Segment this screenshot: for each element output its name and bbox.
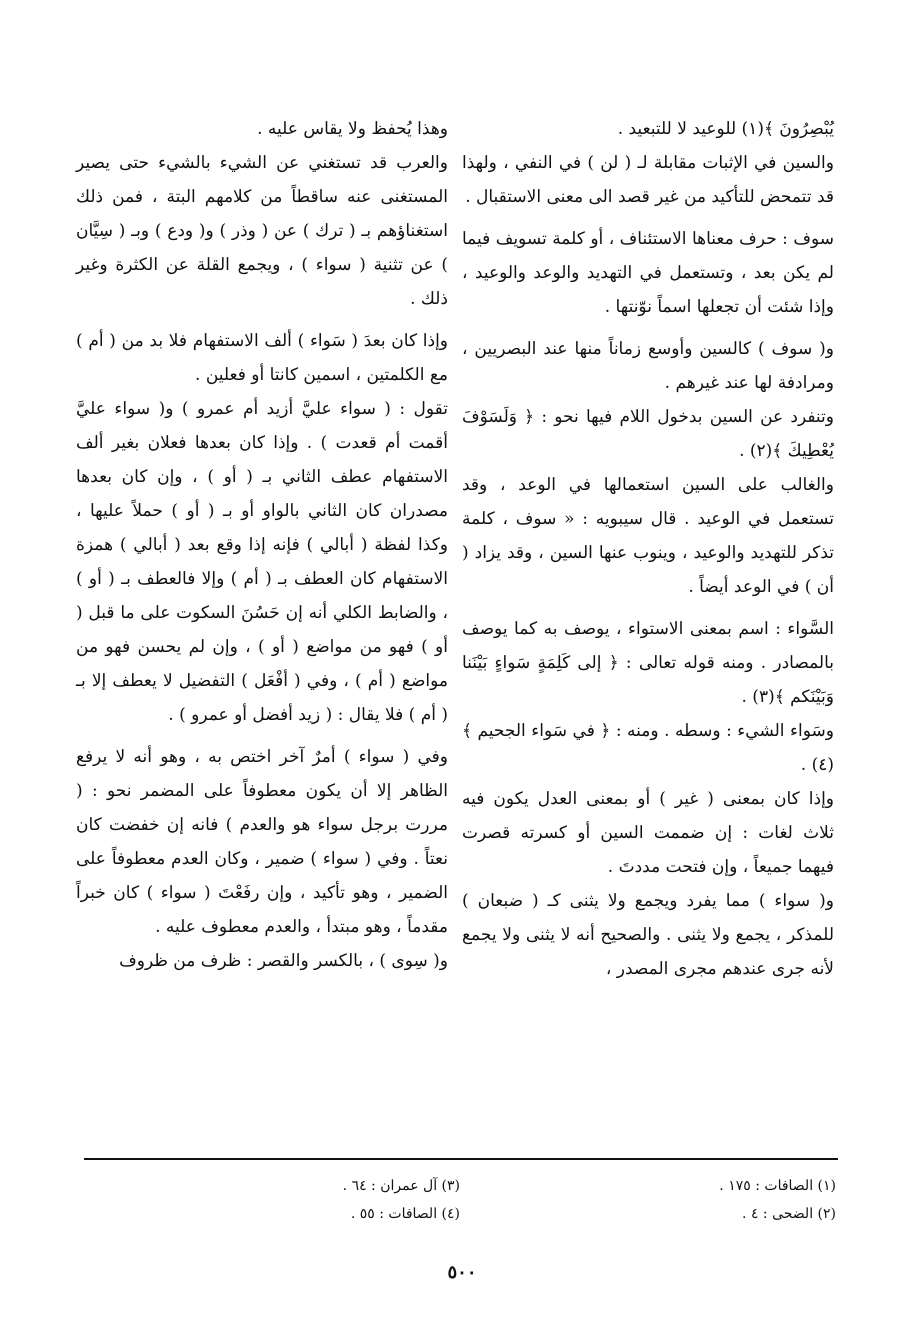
paragraph: تقول : ( سواء عليَّ أزيد أم عمرو ) و( سواء عليَّ أقمت أم قعدت ) . وإذا كان بعدها فعلان بغير ألف الاستفهام عطف الثاني بـ ( أو ) ، وإن كان بعدها مصدران كان الثاني بالواو أو بـ ( أو ) حملاً عليها ، وكذا لفظة ( أبالي ) فإنه إذا وقع بعد ( أبالي ) همزة الاستفهام كان العطف بـ ( أم ) وإلا فالعطف بـ ( أو ) ، والضابط الكلي أنه إن حَسُنَ السكوت على ما قبل ( أو ) فهو من مواضع ( أو ) ، وإن لم يحسن فهو من مواضع ( أم ) ، وفي ( أفْعَل ) التفضيل لا يعطف إلا بـ ( أم ) فلا يقال : ( زيد أفضل أو عمرو ) . [76,399,448,725]
paragraph: وإذا كان بمعنى ( غير ) أو بمعنى العدل يكون فيه ثلاث لغات : إن ضممت السين أو كسرته قصرت فيهما جميعاً ، وإن فتحت مددتَ . [462,789,834,877]
right-column [462,112,834,986]
footnote: (٣) آل عمران : ٦٤ . [342,1178,460,1194]
footnote: (٢) الضحى : ٤ . [742,1206,836,1222]
paragraph: سوف : حرف معناها الاستئناف ، أو كلمة تسويف فيما لم يكن بعد ، وتستعمل في التهديد والوعد والوعيد ، وإذا شئت أن تجعلها اسماً نوّنتها . [462,229,834,317]
footnote-separator [84,1158,838,1160]
paragraph: السَّواء : اسم بمعنى الاستواء ، يوصف به كما يوصف بالمصادر . ومنه قوله تعالى : ﴿ إلى كَلِمَةٍ سَواءٍ بَيْنَنا وَبَيْنَكم ﴾(٣) . [462,619,834,707]
paragraph: والغالب على السين استعمالها في الوعد ، وقد تستعمل في الوعيد . قال سيبويه : « سوف ، كلمة تذكر للتهديد والوعيد ، وينوب عنها السين ، وقد يزاد ( أن ) في الوعد أيضاً . [462,475,834,597]
page-number: ٥٠٠ [447,1262,477,1283]
paragraph: وهذا يُحفظ ولا يقاس عليه . [257,119,448,139]
footnote: (١) الصافات : ١٧٥ . [719,1178,836,1194]
paragraph: و( سِوى ) ، بالكسر والقصر : ظرف من ظروف [119,951,448,971]
footnotes-left [100,1172,460,1228]
paragraph: والعرب قد تستغني عن الشيء بالشيء حتى يصير المستغنى عنه ساقطاً من كلامهم البتة ، فمن ذلك استغناؤهم بـ ( ترك ) عن ( وذر ) و( ودع ) وبـ ( سِيَّان ) عن تثنية ( سواء ) ، ويجمع القلة عن الكثرة وغير ذلك . [76,153,448,309]
footnote: (٤) الصافات : ٥٥ . [350,1206,460,1222]
paragraph: و( سوف ) كالسين وأوسع زماناً منها عند البصريين ، ومرادفة لها عند غيرهم . [462,339,834,393]
paragraph: وسَواء الشيء : وسطه . ومنه : ﴿ في سَواء الجحيم ﴾(٤) . [462,721,834,775]
paragraph: و( سواء ) مما يفرد ويجمع ولا يثنى كـ ( ضبعان ) للمذكر ، يجمع ولا يثنى . والصحيح أنه لا يثنى ولا يجمع لأنه جرى عندهم مجرى المصدر ، [462,891,834,979]
paragraph: والسين في الإثبات مقابلة لـ ( لن ) في النفي ، ولهذا قد تتمحض للتأكيد من غير قصد الى معنى الاستقبال . [462,153,834,207]
paragraph: وإذا كان بعدَ ( سَواء ) ألف الاستفهام فلا بد من ( أم ) مع الكلمتين ، اسمين كانتا أو فعلين . [76,331,448,385]
left-column [76,112,448,978]
paragraph: وفي ( سواء ) أمرٌ آخر اختص به ، وهو أنه لا يرفع الظاهر إلا أن يكون معطوفاً على المضمر نحو : ( مررت برجل سواء هو والعدم ) فانه إن خفضت كان نعتاً . وفي ( سواء ) ضمير ، وكان العدم معطوفاً على الضمير ، وهو تأكيد ، وإن رفَعْتَ ( سواء ) كان خبراً مقدماً ، وهو مبتدأ ، والعدم معطوف عليه . [76,747,448,937]
paragraph: وتنفرد عن السين بدخول اللام فيها نحو : ﴿ وَلَسَوْفَ يُعْطِيكَ ﴾(٢) . [462,407,834,461]
footnotes-right [476,1172,836,1228]
paragraph: يُبْصِرُونَ ﴾(١) للوعيد لا للتبعيد . [617,119,834,139]
